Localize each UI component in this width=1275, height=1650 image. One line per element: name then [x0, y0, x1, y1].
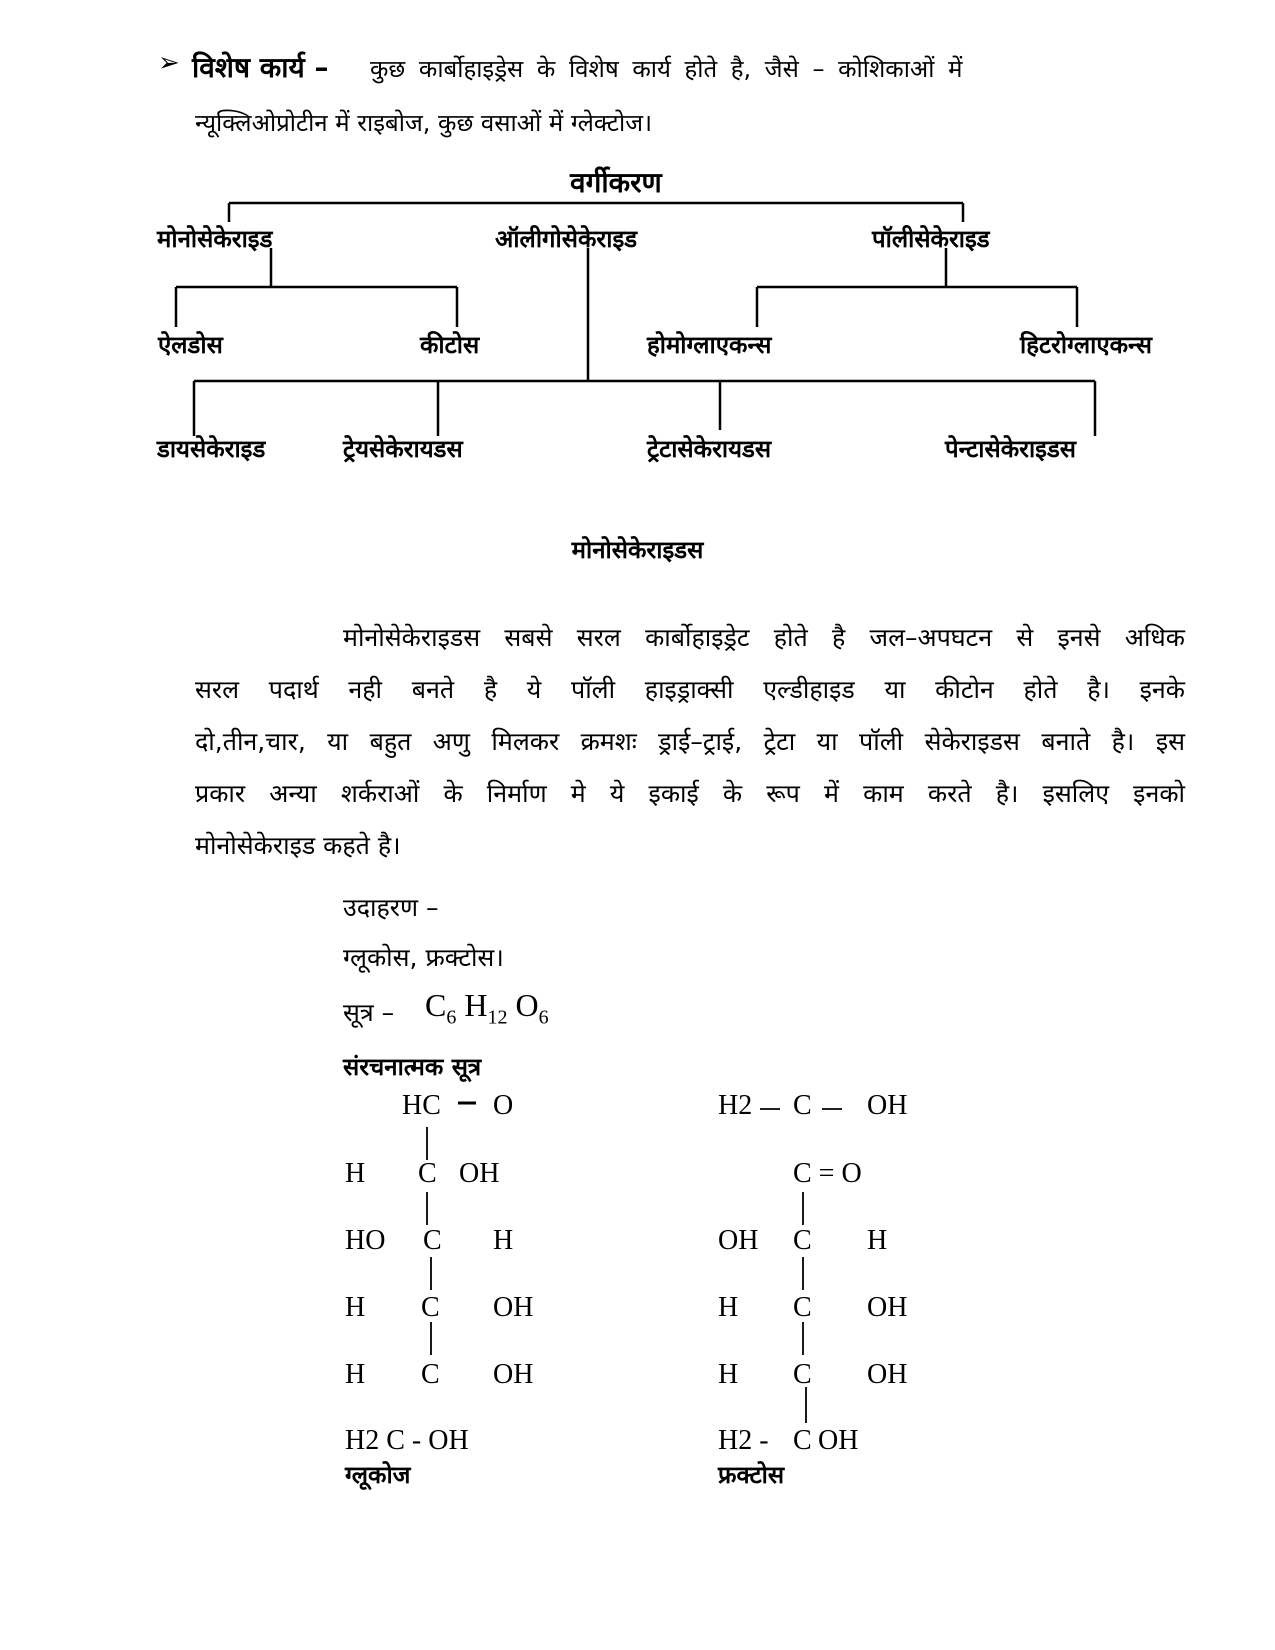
node-oligosaccharide: ऑलीगोसेकेराइड: [495, 225, 638, 253]
paragraph-line: प्रकार अन्या शर्कराओं के निर्माण मे ये इकाई के रूप में काम करते है। इसलिए इनको: [195, 779, 1185, 808]
example-label: उदाहरण –: [343, 893, 439, 922]
glucose-c2-left: H: [345, 1158, 366, 1189]
node-disaccharide: डायसेकेराइड: [157, 435, 266, 463]
node-monosaccharide: मोनोसेकेराइड: [157, 225, 273, 253]
glucose-c6-group: H2 C - OH: [345, 1425, 469, 1456]
node-ketose: कीटोस: [420, 331, 480, 359]
glucose-c5-center: C: [421, 1359, 440, 1390]
glucose-c5-right: OH: [493, 1359, 534, 1390]
fructose-c4-left: H: [718, 1292, 739, 1323]
node-polysaccharide: पॉलीसेकेराइड: [872, 225, 990, 253]
fructose-c6-left: H2 -: [718, 1425, 769, 1456]
fructose-c2-keto: C = O: [793, 1158, 862, 1189]
fructose-c3-center: C: [793, 1225, 812, 1256]
fructose-c1-right: OH: [867, 1090, 908, 1121]
fructose-c1-left: H2: [718, 1090, 753, 1121]
glucose-c1-right: O: [493, 1090, 514, 1121]
fructose-name: फ्रक्टोस: [718, 1461, 785, 1489]
glucose-c2-right: OH: [459, 1158, 500, 1189]
glucose-c2-center: C: [418, 1158, 437, 1189]
fructose-c3-right: H: [867, 1225, 888, 1256]
fructose-c5-left: H: [718, 1359, 739, 1390]
glucose-c4-right: OH: [493, 1292, 534, 1323]
node-homoglycans: होमोग्लाएकन्स: [647, 331, 772, 359]
fructose-c5-right: OH: [867, 1359, 908, 1390]
example-values: ग्लूकोस, फ्रक्टोस।: [343, 943, 504, 972]
bullet-arrow-icon: ➢: [158, 48, 180, 78]
paragraph-line: सरल पदार्थ नही बनते है ये पॉली हाइड्राक्सी एल्डीहाइड या कीटोन होते है। इनके: [195, 675, 1185, 704]
fructose-c4-center: C: [793, 1292, 812, 1323]
molecular-formula: $C_6$ $H_{12}$ $O_6$: [425, 987, 549, 1029]
intro-text-line-1: कुछ कार्बोहाइड्रेस के विशेष कार्य होते है, जैसे – कोशिकाओं में: [370, 55, 963, 83]
glucose-c4-left: H: [345, 1292, 366, 1323]
node-tetrasaccharide: ट्रेटासेकेरायडस: [647, 435, 772, 463]
node-pentasaccharide: पेन्टासेकेराइडस: [945, 435, 1077, 463]
paragraph-line: मोनोसेकेराइडस सबसे सरल कार्बोहाइड्रेट होते है जल–अपघटन से इनसे अधिक: [343, 623, 1185, 652]
node-heteroglycans: हिटरोग्लाएकन्स: [1020, 331, 1152, 359]
structural-formula-label: संरचनात्मक सूत्र: [343, 1053, 482, 1081]
paragraph-line: मोनोसेकेराइड कहते है।: [195, 831, 401, 860]
glucose-c3-left: HO: [345, 1225, 386, 1256]
glucose-c3-center: C: [423, 1225, 442, 1256]
fructose-c6-center: C: [793, 1425, 812, 1456]
formula-label: सूत्र –: [343, 998, 395, 1027]
classification-title: वर्गीकरण: [570, 166, 662, 199]
glucose-c1-group: HC: [402, 1090, 441, 1121]
fructose-c5-center: C: [793, 1359, 812, 1390]
glucose-name: ग्लूकोज: [345, 1461, 411, 1489]
glucose-c5-left: H: [345, 1359, 366, 1390]
section-title-monosaccharides: मोनोसेकेराइडस: [571, 536, 704, 564]
fructose-c6-right: OH: [818, 1425, 859, 1456]
intro-heading: विशेष कार्य –: [192, 51, 329, 84]
paragraph-line: दो,तीन,चार, या बहुत अणु मिलकर क्रमशः ड्राई–ट्राई, ट्रेटा या पॉली सेकेराइडस बनाते है। इस: [195, 727, 1185, 756]
node-aldose: ऐलडोस: [158, 331, 223, 359]
node-trisaccharide: ट्रेयसेकेरायडस: [343, 435, 463, 463]
intro-text-line-2: न्यूक्लिओप्रोटीन में राइबोज, कुछ वसाओं में ग्लेक्टोज।: [195, 109, 653, 137]
glucose-c3-right: H: [493, 1225, 514, 1256]
glucose-c4-center: C: [421, 1292, 440, 1323]
fructose-c4-right: OH: [867, 1292, 908, 1323]
fructose-c1-center: C: [793, 1090, 812, 1121]
fructose-c3-left: OH: [718, 1225, 759, 1256]
